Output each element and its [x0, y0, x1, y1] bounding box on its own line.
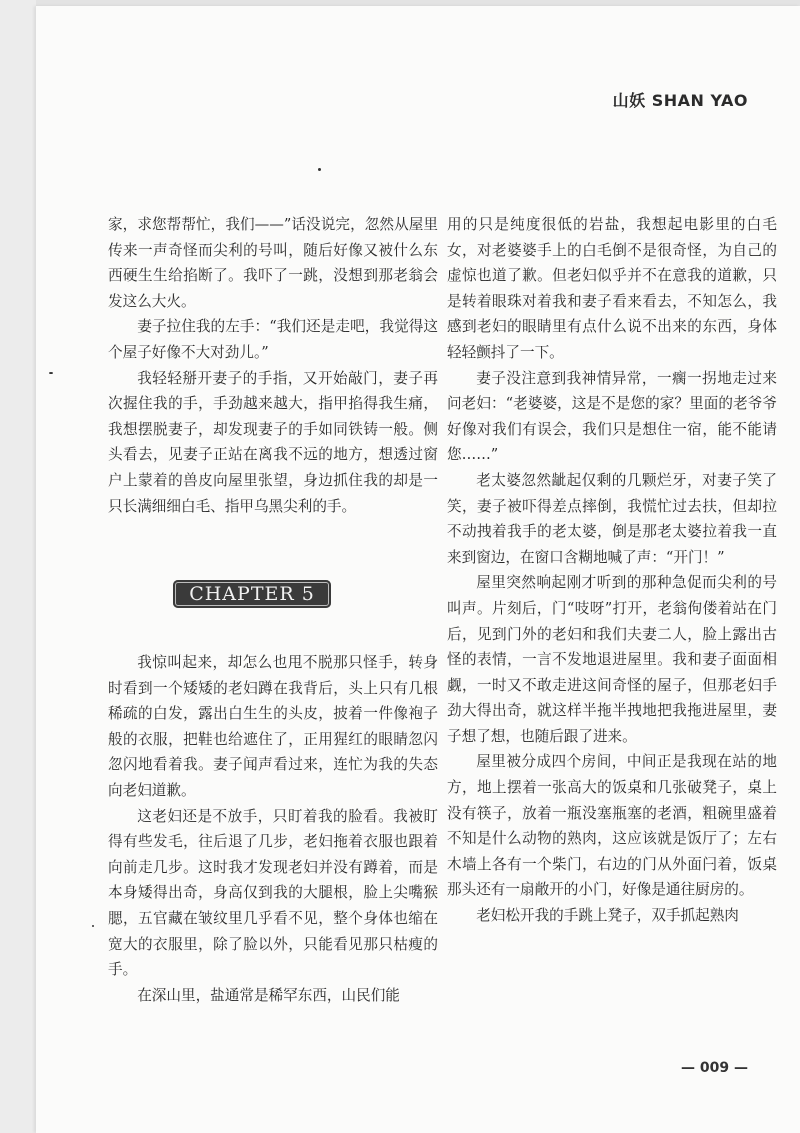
paragraph: 屋里突然响起刚才听到的那种急促而尖利的号叫声。片刻后，门“吱呀”打开，老翁佝偻着站在门后，见到门外的老妇和我们夫妻二人，脸上露出古怪的表情，一言不发地退进屋里。我和妻子面面相觑，一时又不敢走进这间奇怪的屋子，但那老妇手劲大得出奇，就这样半拖半拽地把我拖进屋里，妻子想了想，也随后跟了进来。: [447, 574, 777, 745]
paragraph: 在深山里，盐通常是稀罕东西，山民们能: [137, 986, 400, 1004]
print-speck: [49, 372, 53, 374]
paragraph: 用的只是纯度很低的岩盐，我想起电影里的白毛女，对老婆婆手上的白毛倒不是很奇怪，为自己的虚惊也道了歉。但老妇似乎并不在意我的道歉，只是转着眼珠对着我和妻子看来看去，不知怎么，我感到老妇的眼睛里有点什么说不出来的东西，身体轻轻颤抖了一下。: [447, 216, 777, 361]
left-column-bottom: [108, 650, 438, 1008]
paragraph: 妻子没注意到我神情异常，一瘸一拐地走过来问老妇：“老婆婆，这是不是您的家？里面的老爷爷好像对我们有误会，我们只是想住一宿，能不能请您……”: [447, 369, 777, 464]
paragraph: 老太婆忽然龇起仅剩的几颗烂牙，对妻子笑了笑，妻子被吓得差点摔倒，我慌忙过去扶，但却拉不动拽着我手的老太婆，倒是那老太婆拉着我一直来到窗边，在窗口含糊地喊了声：“开门！”: [447, 471, 777, 566]
paragraph: 我惊叫起来，却怎么也甩不脱那只怪手，转身时看到一个矮矮的老妇蹲在我背后，头上只有几根稀疏的白发，露出白生生的头皮，披着一件像袍子般的衣服，把鞋也给遮住了，正用猩红的眼睛忽闪忽闪地看着我。妻子闻声看过来，连忙为我的失态向老妇道歉。: [108, 654, 438, 799]
chapter-heading: CHAPTER 5: [173, 580, 331, 608]
paragraph: 妻子拉住我的左手：“我们还是走吧，我觉得这个屋子好像不大对劲儿。”: [108, 318, 438, 361]
running-header: 山妖 SHAN YAO: [612, 91, 748, 110]
paragraph: 老妇松开我的手跳上凳子，双手抓起熟肉: [476, 907, 739, 925]
paragraph: 这老妇还是不放手，只盯着我的脸看。我被盯得有些发毛，往后退了几步，老妇拖着衣服也跟着向前走几步。这时我才发现老妇并没有蹲着，而是本身矮得出奇，身高仅到我的大腿根，脸上尖嘴猴腮，五官藏在皱纹里几乎看不见，整个身体也缩在宽大的衣服里，除了脸以外，只能看见那只枯瘦的手。: [108, 807, 438, 979]
paragraph: 屋里被分成四个房间，中间正是我现在站的地方，地上摆着一张高大的饭桌和几张破凳子，桌上没有筷子，放着一瓶没塞瓶塞的老酒，粗碗里盛着不知是什么动物的熟肉，这应该就是饭厅了；左右木墙上各有一个柴门，右边的门从外面闩着，饭桌那头还有一扇敞开的小门，好像是通往厨房的。: [447, 753, 777, 899]
paragraph: 我轻轻掰开妻子的手指，又开始敲门，妻子再次握住我的手，手劲越来越大，指甲掐得我生痛，我想摆脱妻子，却发现妻子的手如同铁铸一般。侧头看去，见妻子正站在离我不远的地方，想透过窗户上蒙着的兽皮向屋里张望，身边抓住我的却是一只长满细细白毛、指甲乌黑尖利的手。: [108, 369, 438, 515]
paragraph: 家，求您帮帮忙，我们——”话没说完，忽然从屋里传来一声奇怪而尖利的号叫，随后好像又被什么东西硬生生给掐断了。我吓了一跳，没想到那老翁会发这么大火。: [108, 216, 438, 310]
print-speck: [318, 168, 321, 171]
right-column: [447, 212, 777, 929]
left-column-top: [108, 212, 438, 519]
print-speck: [92, 925, 94, 927]
page-number: — 009 —: [681, 1060, 748, 1076]
